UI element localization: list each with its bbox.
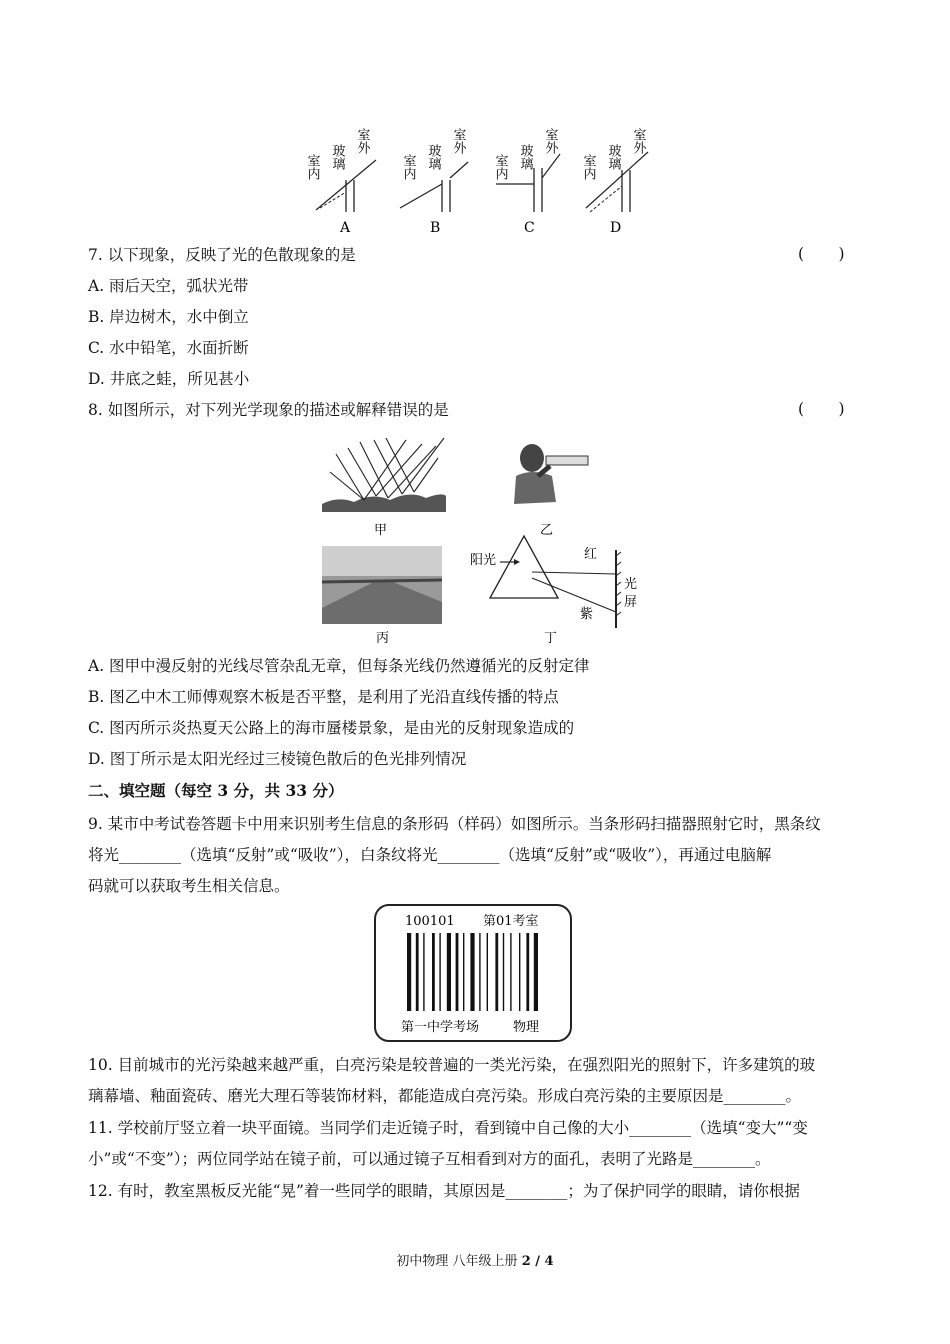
- q7-answer-paren: ( ): [798, 245, 845, 263]
- barcode-site: 第一中学考场: [401, 1020, 480, 1035]
- q8-option-d: D. 图丁所示是太阳光经过三棱镜色散后的色光排列情况: [88, 750, 467, 768]
- q7-option-c: C. 水中铅笔，水面折断: [88, 339, 249, 357]
- fig-label-red: 红: [584, 547, 598, 562]
- q8-option-a: A. 图甲中漫反射的光线尽管杂乱无章，但每条光线仍然遵循光的反射定律: [88, 657, 590, 675]
- label-glass: 玻璃: [517, 144, 533, 170]
- q12-line-1: 12. 有时，教室黑板反光能“晃”着一些同学的眼睛，其原因是________；为了保护同学的眼睛，请你根据: [88, 1182, 800, 1200]
- fig-label-bing: 丙: [376, 631, 390, 646]
- fig-label-jia: 甲: [374, 523, 388, 538]
- q8-answer-paren: ( ): [798, 400, 845, 418]
- label-outdoor: 室外: [630, 128, 646, 154]
- label-indoor: 室内: [580, 154, 596, 180]
- q9-line-3: 码就可以获取考生相关信息。: [88, 877, 290, 895]
- label-indoor: 室内: [400, 154, 416, 180]
- barcode-room: 第01考室: [483, 914, 539, 929]
- q10-line-1: 10. 目前城市的光污染越来越严重，白亮污染是较普遍的一类光污染，在强烈阳光的照射下，许多建筑的玻: [88, 1056, 816, 1074]
- fig-jia-diffuse-reflection: [322, 438, 446, 538]
- q7-option-a: A. 雨后天空，弧状光带: [88, 277, 249, 295]
- q7-option-d: D. 井底之蛙，所见甚小: [88, 370, 250, 388]
- label-outdoor: 室外: [354, 128, 370, 154]
- q6-panel-c: [493, 128, 561, 236]
- q8-option-b: B. 图乙中木工师傅观察木板是否平整，是利用了光沿直线传播的特点: [88, 688, 559, 706]
- q7-stem: 7. 以下现象，反映了光的色散现象的是: [88, 246, 356, 264]
- q7-option-b: B. 岸边树木，水中倒立: [88, 308, 249, 326]
- label-glass: 玻璃: [605, 144, 621, 170]
- panel-letter: B: [430, 220, 441, 236]
- panel-letter: D: [610, 220, 622, 236]
- label-outdoor: 室外: [542, 128, 558, 154]
- barcode-figure: [373, 903, 573, 1045]
- page-number: 2 / 4: [521, 1254, 554, 1269]
- footer-text: 初中物理 八年级上册: [396, 1254, 522, 1269]
- page-footer: [0, 1250, 950, 1269]
- q10-line-2: 璃幕墙、釉面瓷砖、磨光大理石等装饰材料，都能造成白亮污染。形成白亮污染的主要原因是________。: [88, 1087, 802, 1105]
- q9-line-1: 9. 某市中考试卷答题卡中用来识别考生信息的条形码（样码）如图所示。当条形码扫描器照射它时，黑条纹: [88, 815, 821, 833]
- barcode-number: 100101: [405, 914, 455, 929]
- section-2-heading: 二、填空题（每空 3 分，共 33 分）: [88, 781, 344, 800]
- fig-label-yi: 乙: [540, 523, 554, 538]
- q6-panel-a: [305, 128, 377, 236]
- label-outdoor: 室外: [450, 128, 466, 154]
- q6-panel-d: [581, 128, 649, 236]
- fig-ding-prism: [470, 536, 637, 646]
- fig-label-purple: 紫: [580, 607, 594, 622]
- fig-label-screen-1: 光: [624, 577, 638, 592]
- fig-yi-carpenter: [514, 444, 588, 538]
- fig-label-sunlight: 阳光: [470, 553, 497, 568]
- q8-option-c: C. 图丙所示炎热夏天公路上的海市蜃楼景象，是由光的反射现象造成的: [88, 719, 575, 737]
- fig-bing-mirage-photo: [322, 546, 442, 646]
- fig-label-screen-2: 屏: [624, 595, 638, 610]
- q9-line-2: 将光________（选填“反射”或“吸收”），白条纹将光________（选填“反射”或“吸收”），再通过电脑解: [88, 846, 772, 864]
- panel-letter: A: [340, 220, 351, 236]
- q6-panel-b: [400, 128, 468, 236]
- q6-figure: [300, 122, 660, 238]
- q11-line-2: 小”或“不变”）；两位同学站在镜子前，可以通过镜子互相看到对方的面孔，表明了光路是________。: [88, 1150, 771, 1168]
- q8-stem: 8. 如图所示，对下列光学现象的描述或解释错误的是: [88, 401, 449, 419]
- q11-line-1: 11. 学校前厅竖立着一块平面镜。当同学们走近镜子时，看到镜中自己像的大小________（选填“变大”“变: [88, 1119, 808, 1137]
- label-glass: 玻璃: [425, 144, 441, 170]
- label-indoor: 室内: [492, 154, 508, 180]
- barcode-subject: 物理: [513, 1020, 540, 1035]
- label-glass: 玻璃: [329, 144, 345, 170]
- fig-label-ding: 丁: [544, 631, 558, 646]
- label-indoor: 室内: [304, 154, 320, 180]
- q8-figure: [318, 432, 648, 647]
- panel-letter: C: [524, 220, 535, 236]
